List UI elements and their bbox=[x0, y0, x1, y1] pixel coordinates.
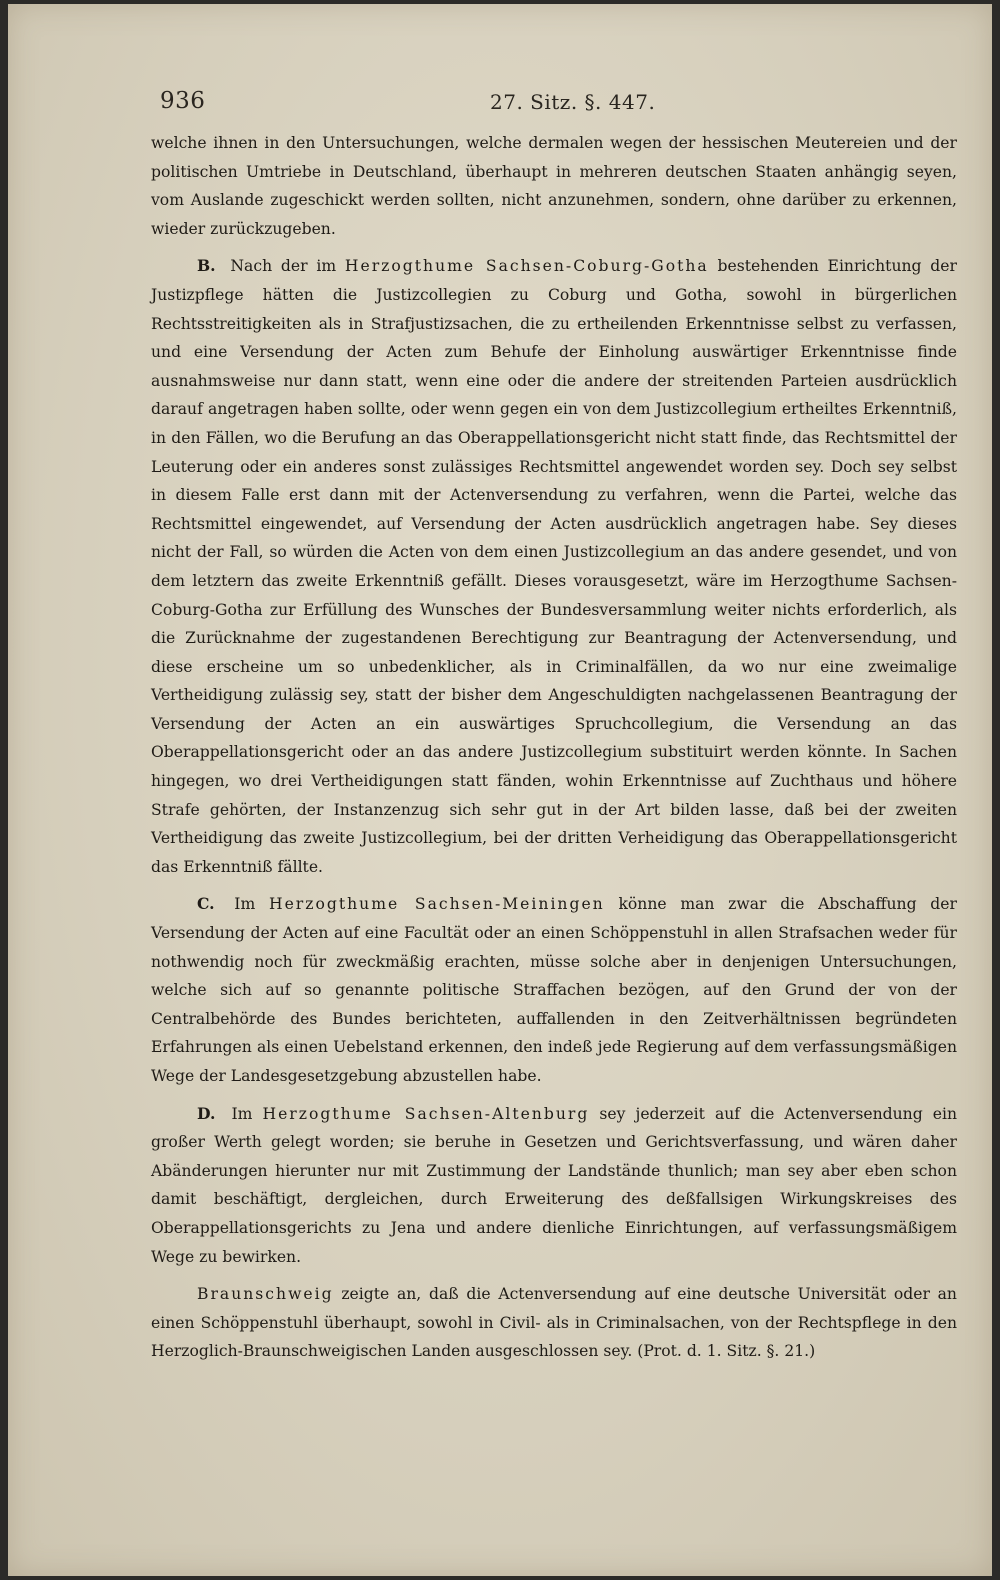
document-page bbox=[8, 4, 992, 1576]
paragraph-braunschweig bbox=[151, 1280, 957, 1366]
paragraph-text: bestehenden Einrichtung der Justizpflege hätten die Justizcollegien zu Coburg und Gotha, sowohl in bürgerlichen Rechtsstreitigkeiten als in Strafjustizsachen, die zu ertheilenden Erkenntnisse selbst zu verfassen, und eine Versendung der Acten zum Behufe der Einholung auswärtiger Erkenntnisse finde ausnahmsweise nur dann statt, wenn eine oder die andere der streitenden Parteien ausdrücklich darauf angetragen haben sollte, oder wenn gegen ein von dem Justizcollegium ertheiltes Erkenntniß, in den Fällen, wo die Berufung an das Oberappellationsgericht nicht statt finde, das Rechtsmittel der Leuterung oder ein anderes sonst zulässiges Rechtsmittel angewendet worden sey. Doch sey selbst in diesem Falle erst dann mit der Actenversendung zu verfahren, wenn die Partei, welche das Rechtsmittel eingewendet, auf Versendung der Acten ausdrücklich angetragen habe. Sey dieses nicht der Fall, so würden die Acten von dem einen Justizcollegium an das andere gesendet, und von dem letztern das zweite Erkenntniß gefällt. Dieses vorausgesetzt, wäre im Herzogthume Sachsen-Coburg-Gotha zur Erfüllung des Wunsches der Bundesversammlung weiter nichts erforderlich, als die Zurücknahme der zugestandenen Berechtigung zur Beantragung der Actenversendung, und diese erscheine um so unbedenklicher, als in Criminalfällen, da wo nur eine zweimalige Vertheidigung zulässig sey, statt der bisher dem Angeschuldigten nachgelassenen Beantragung der Versendung der Acten an ein auswärtiges Spruchcollegium, die Versendung an das Oberappellationsgericht oder an das andere Justizcollegium substituirt werden könnte. In Sachen hingegen, wo drei Vertheidigungen statt fänden, wohin Erkenntnisse auf Zuchthaus und höhere Strafe gehörten, der Instanzenzug sich sehr gut in der Art bilden lasse, daß bei der zweiten Vertheidigung das zweite Justizcollegium, bei der dritten Verheidigung das Oberappellationsgericht das Erkenntniß fällte. bbox=[151, 257, 957, 876]
paragraph-label: D. bbox=[197, 1103, 216, 1123]
paragraph-label: C. bbox=[197, 894, 215, 914]
paragraph-continuation bbox=[151, 129, 957, 243]
page-header bbox=[160, 88, 950, 118]
paragraph-lead: Nach der im bbox=[230, 257, 337, 276]
paragraph-c bbox=[151, 890, 957, 1090]
paragraph-label: B. bbox=[197, 256, 216, 276]
paragraph-lead: Im bbox=[234, 895, 256, 914]
page-number: 936 bbox=[160, 88, 206, 114]
state-name: Herzogthume Sachsen-Meiningen bbox=[268, 895, 605, 914]
state-name: Herzogthume Sachsen-Altenburg bbox=[262, 1104, 590, 1123]
paragraph-d bbox=[151, 1100, 957, 1272]
paragraph-text: könne man zwar die Abschaffung der Versendung der Acten auf eine Facultät oder an einen Schöppenstuhl in allen Strafsachen weder für nothwendig noch für zweckmäßig erachten, müsse solche aber in denjenigen Untersuchungen, welche sich auf so genannte politische Straffachen bezögen, auf den Grund der von der Centralbehörde des Bundes berichteten, auffallenden in den Zeitverhältnissen begründeten Erfahrungen als einen Uebelstand erkennen, den indeß jede Regierung auf dem verfassungsmäßigen Wege der Landesgesetzgebung abzustellen habe. bbox=[151, 895, 957, 1085]
paragraph-text: welche ihnen in den Untersuchungen, welche dermalen wegen der hessischen Meutereien und der politischen Umtriebe in Deutschland, überhaupt in mehreren deutschen Staaten anhängig seyen, vom Auslande zugeschickt werden sollten, nicht anzunehmen, sondern, ohne darüber zu erkennen, wieder zurückzugeben. bbox=[151, 134, 957, 238]
paragraph-lead: Im bbox=[231, 1104, 253, 1123]
state-name: Braunschweig bbox=[197, 1285, 334, 1304]
running-head: 27. Sitz. §. 447. bbox=[490, 90, 656, 114]
paragraph-text: sey jederzeit auf die Actenversendung ein großer Werth gelegt worden; sie beruhe in Gesetzen und Gerichtsverfassung, und wären daher Abänderungen hierunter nur mit Zustimmung der Landstände thunlich; man sey aber eben schon damit beschäftigt, dergleichen, durch Erweiterung des deßfallsigen Wirkungskreises des Oberappellationsgerichts zu Jena und andere dienliche Einrichtungen, auf verfassungsmäßigem Wege zu bewirken. bbox=[151, 1104, 958, 1266]
paragraph-text: zeigte an, daß die Actenversendung auf eine deutsche Universität oder an einen Schöppenstuhl überhaupt, sowohl in Civil- als in Criminalsachen, von der Rechtspflege in den Herzoglich-Braunschweigischen Landen ausgeschlossen sey. (Prot. d. 1. Sitz. §. 21.) bbox=[151, 1285, 957, 1361]
paragraph-b bbox=[151, 252, 957, 881]
state-name: Herzogthume Sachsen-Coburg-Gotha bbox=[344, 257, 709, 276]
page-body bbox=[151, 129, 957, 1366]
